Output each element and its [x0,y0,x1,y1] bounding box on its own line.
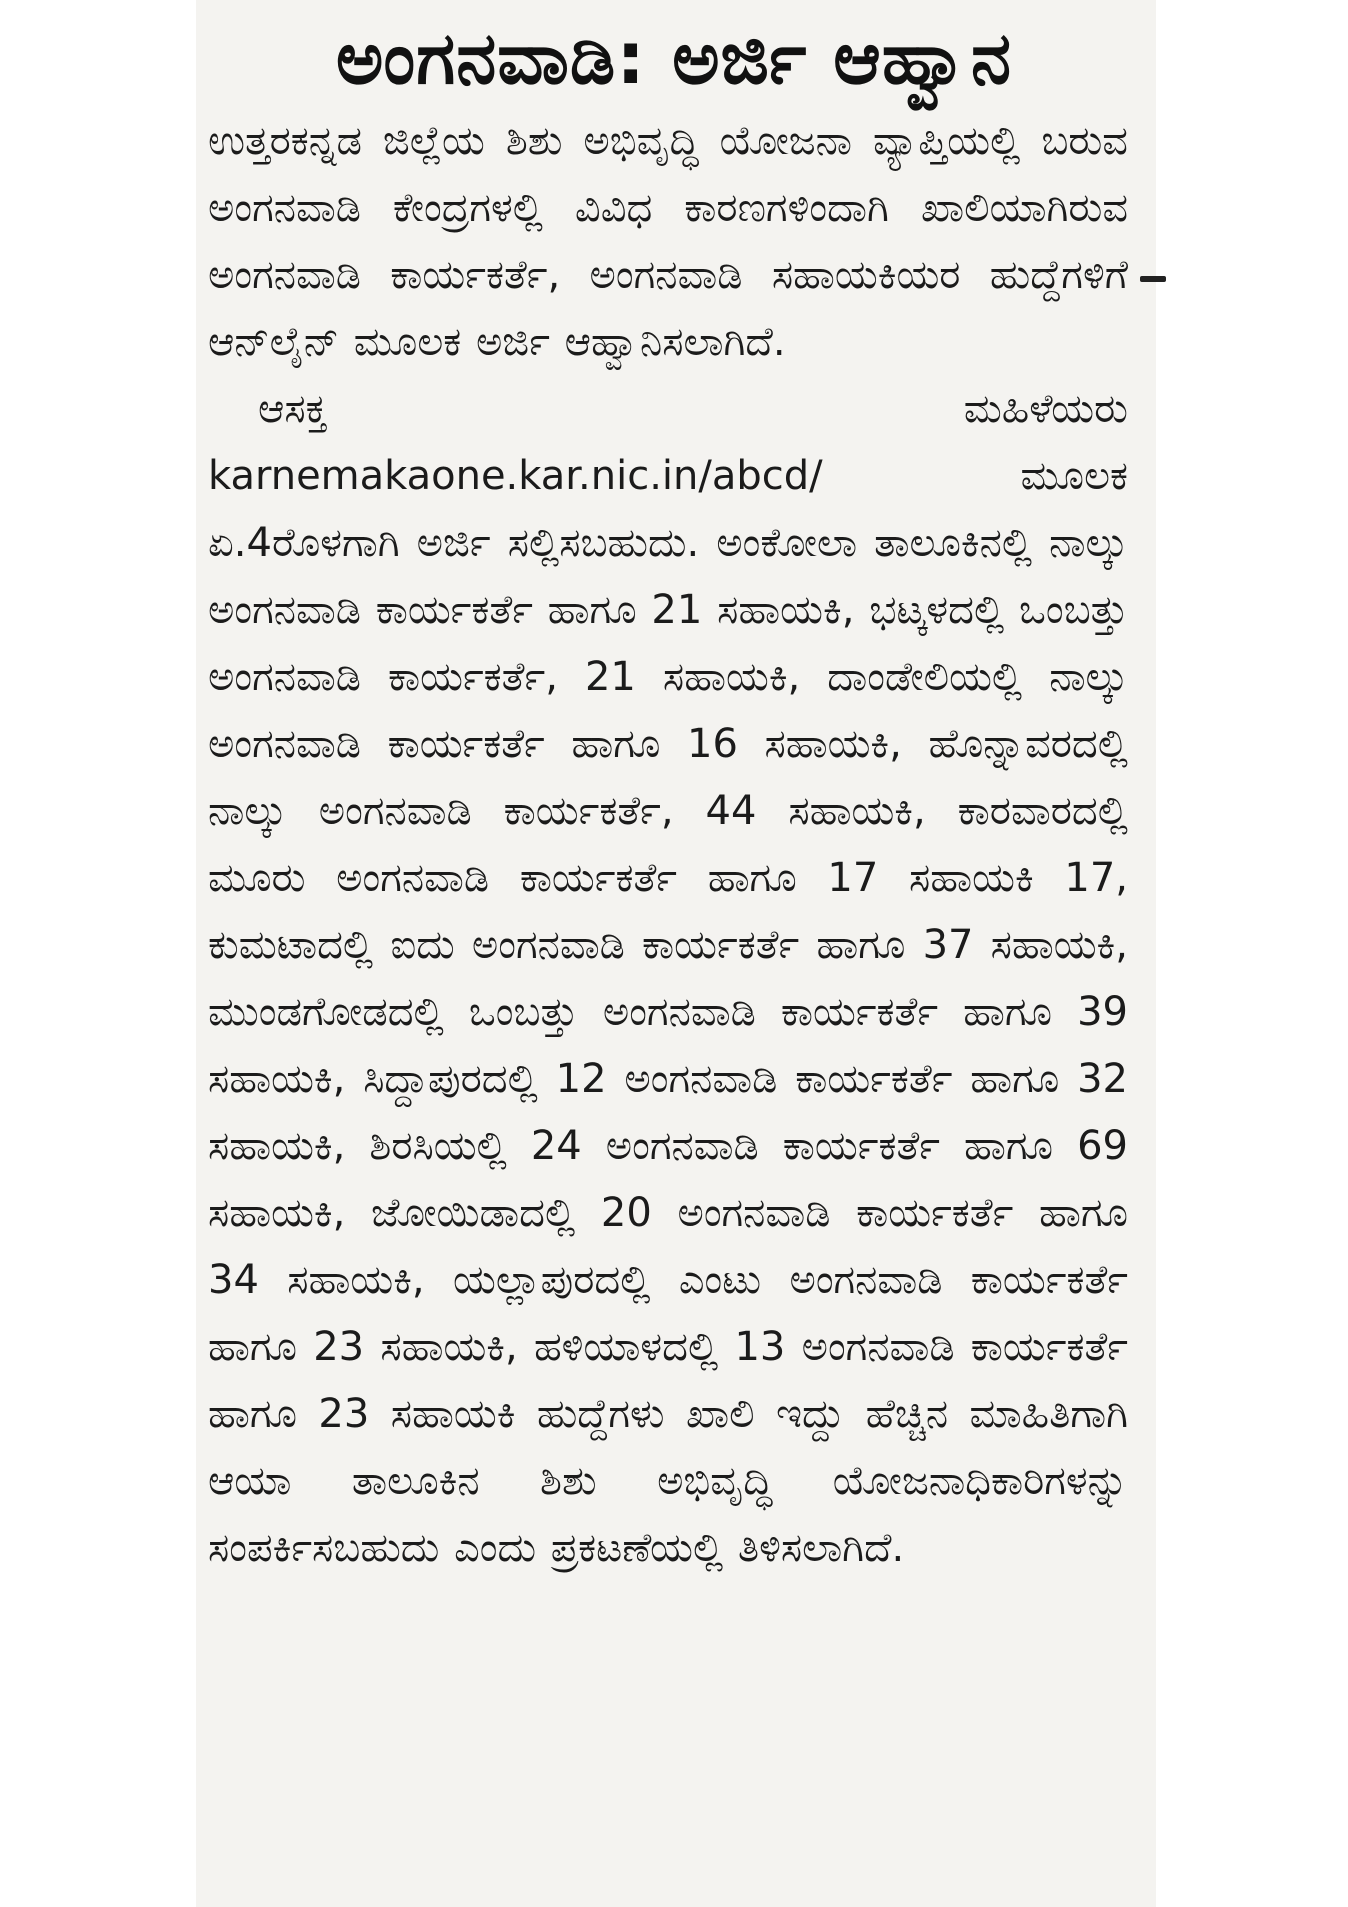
ink-mark [1140,276,1166,282]
article-column [208,0,1140,1582]
article-paragraph-2: ಆಸಕ್ತ ಮಹಿಳೆಯರು karnemakaone.kar.nic.in/abcd/ ಮೂಲಕ ಏ.4ರೊಳಗಾಗಿ ಅರ್ಜಿ ಸಲ್ಲಿಸಬಹುದು. ಅಂಕೋಲಾ ತಾಲೂಕಿನಲ್ಲಿ ನಾಲ್ಕು ಅಂಗನವಾಡಿ ಕಾರ್ಯಕರ್ತೆ ಹಾಗೂ 21 ಸಹಾಯಕಿ, ಭಟ್ಕಳದಲ್ಲಿ ಒಂಬತ್ತು ಅಂಗನವಾಡಿ ಕಾರ್ಯಕರ್ತೆ, 21 ಸಹಾಯಕಿ, ದಾಂಡೇಲಿಯಲ್ಲಿ ನಾಲ್ಕು ಅಂಗನವಾಡಿ ಕಾರ್ಯಕರ್ತೆ ಹಾಗೂ 16 ಸಹಾಯಕಿ, ಹೊನ್ನಾವರದಲ್ಲಿ ನಾಲ್ಕು ಅಂಗನವಾಡಿ ಕಾರ್ಯಕರ್ತೆ, 44 ಸಹಾಯಕಿ, ಕಾರವಾರದಲ್ಲಿ ಮೂರು ಅಂಗನವಾಡಿ ಕಾರ್ಯಕರ್ತೆ ಹಾಗೂ 17 ಸಹಾಯಕಿ 17, ಕುಮಟಾದಲ್ಲಿ ಐದು ಅಂಗನವಾಡಿ ಕಾರ್ಯಕರ್ತೆ ಹಾಗೂ 37 ಸಹಾಯಕಿ, ಮುಂಡಗೋಡದಲ್ಲಿ ಒಂಬತ್ತು ಅಂಗನವಾಡಿ ಕಾರ್ಯಕರ್ತೆ ಹಾಗೂ 39 ಸಹಾಯಕಿ, ಸಿದ್ದಾಪುರದಲ್ಲಿ 12 ಅಂಗನವಾಡಿ ಕಾರ್ಯಕರ್ತೆ ಹಾಗೂ 32 ಸಹಾಯಕಿ, ಶಿರಸಿಯಲ್ಲಿ 24 ಅಂಗನವಾಡಿ ಕಾರ್ಯಕರ್ತೆ ಹಾಗೂ 69 ಸಹಾಯಕಿ, ಜೋಯಿಡಾದಲ್ಲಿ 20 ಅಂಗನವಾಡಿ ಕಾರ್ಯಕರ್ತೆ ಹಾಗೂ 34 ಸಹಾಯಕಿ, ಯಲ್ಲಾಪುರದಲ್ಲಿ ಎಂಟು ಅಂಗನವಾಡಿ ಕಾರ್ಯಕರ್ತೆ ಹಾಗೂ 23 ಸಹಾಯಕಿ, ಹಳಿಯಾಳದಲ್ಲಿ 13 ಅಂಗನವಾಡಿ ಕಾರ್ಯಕರ್ತೆ ಹಾಗೂ 23 ಸಹಾಯಕಿ ಹುದ್ದೆಗಳು ಖಾಲಿ ಇದ್ದು ಹೆಚ್ಚಿನ ಮಾಹಿತಿಗಾಗಿ ಆಯಾ ತಾಲೂಕಿನ ಶಿಶು ಅಭಿವೃದ್ಧಿ ಯೋಜನಾಧಿಕಾರಿಗಳನ್ನು ಸಂಪರ್ಕಿಸಬಹುದು ಎಂದು ಪ್ರಕಟಣೆಯಲ್ಲಿ ತಿಳಿಸಲಾಗಿದೆ. [208,386,1128,1571]
article-paragraph-1: ಉತ್ತರಕನ್ನಡ ಜಿಲ್ಲೆಯ ಶಿಶು ಅಭಿವೃದ್ಧಿ ಯೋಜನಾ ವ್ಯಾಪ್ತಿಯಲ್ಲಿ ಬರುವ ಅಂಗನವಾಡಿ ಕೇಂದ್ರಗಳಲ್ಲಿ ವಿವಿಧ ಕಾರಣಗಳಿಂದಾಗಿ ಖಾಲಿಯಾಗಿರುವ ಅಂಗನವಾಡಿ ಕಾರ್ಯಕರ್ತೆ, ಅಂಗನವಾಡಿ ಸಹಾಯಕಿಯರ ಹುದ್ದೆಗಳಿಗೆ ಆನ್‌ಲೈನ್ ಮೂಲಕ ಅರ್ಜಿ ಆಹ್ವಾನಿಸಲಾಗಿದೆ. [208,118,1128,365]
article-headline: ಅಂಗನವಾಡಿ: ಅರ್ಜಿ ಆಹ್ವಾನ [335,16,1013,100]
article-body [208,108,1128,1582]
